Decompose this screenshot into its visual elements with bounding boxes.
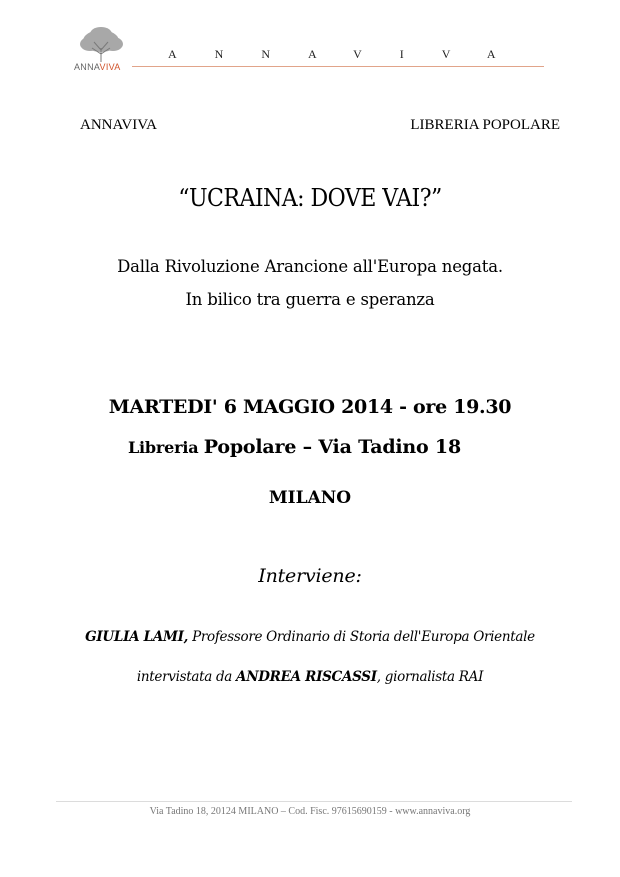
interviewer-prefix: intervistata da [136, 669, 237, 685]
venue-prefix: Libreria [128, 438, 204, 457]
logo-text-accent: VIVA [99, 62, 121, 72]
footer-rule [56, 801, 572, 802]
organizer-right: LIBRERIA POPOLARE [410, 117, 560, 133]
organizer-left: ANNAVIVA [80, 117, 157, 133]
event-date-time: MARTEDI' 6 MAGGIO 2014 - ore 19.30 [108, 396, 512, 418]
logo-text [74, 62, 121, 72]
event-subtitle-line2: In bilico tra guerra e speranza [185, 290, 435, 309]
speaker-role: Professore Ordinario di Storia dell'Europa Orientale [188, 629, 535, 645]
event-subtitle-line1: Dalla Rivoluzione Arancione all'Europa negata. [117, 257, 503, 276]
interviene-heading: Interviene: [258, 565, 362, 587]
footer-address: Via Tadino 18, 20124 MILANO – Cod. Fisc. 97615690159 - www.annaviva.org [149, 806, 471, 817]
event-city: MILANO [268, 488, 352, 508]
interviewer-name: ANDREA RISCASSI [236, 669, 377, 685]
speaker-line [0, 629, 620, 645]
speaker-name: GIULIA LAMI, [85, 629, 189, 645]
interviewer-line [0, 669, 620, 685]
logo-text-part: ANNA [74, 62, 100, 72]
brand-wordmark: ANNAVIVA [168, 47, 534, 61]
event-venue [128, 436, 461, 458]
interviewer-role: , giornalista RAI [376, 669, 484, 685]
header-rule [132, 66, 544, 67]
event-title: “UCRAINA: DOVE VAI?” [178, 184, 442, 212]
venue-address: Popolare – Via Tadino 18 [203, 436, 461, 458]
